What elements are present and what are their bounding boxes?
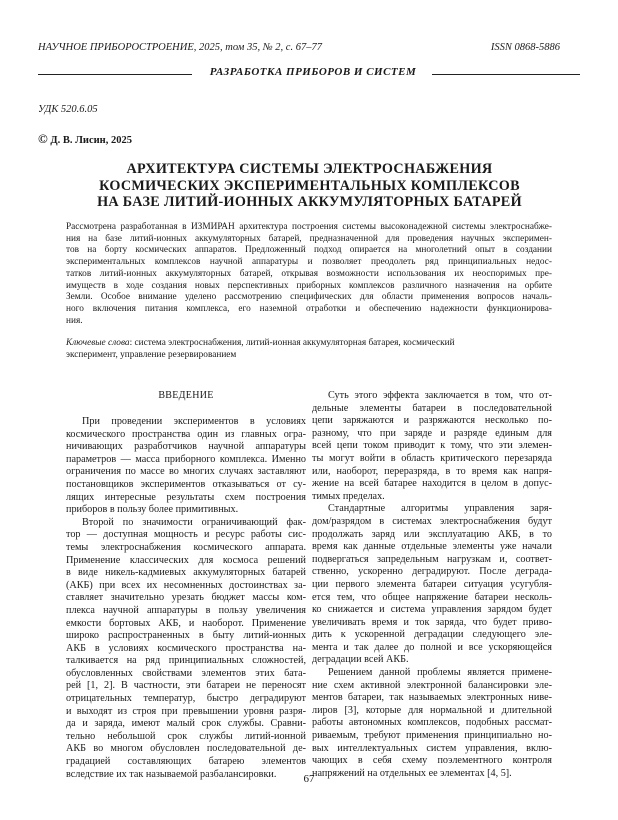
- keywords-text: эксперимент, управление резервированием: [66, 349, 237, 360]
- body-text-line: ние схем активной электронной балансировки эле-: [312, 679, 552, 691]
- abstract-line: ния на базе литий-ионных аккумуляторных батарей, предназначенной для проведения научных эксперимен-: [66, 233, 552, 244]
- body-text-line: цепи заряжаются и разряжаются несколько по-: [312, 415, 552, 427]
- body-text-line: АКБ во многом обусловлен последовательной де-: [66, 743, 306, 755]
- keywords-label: Ключевые слова: [66, 338, 130, 348]
- body-text-line: лящих интересные результаты схем построения: [66, 491, 306, 503]
- body-text-line: да и заряда, имеют малый срок службы. Сравни-: [66, 718, 306, 730]
- body-text-line: лиров [3], которые для нормальной и длительной: [312, 704, 552, 716]
- body-text-line: ко снижается и система управления зарядом будет: [312, 604, 552, 616]
- body-text-line: и выходят из строя при превышении уровня разря-: [66, 705, 306, 717]
- abstract-line: ного включения питания комплекса, его наземной отработки и обеспечению надежности функционирова-: [66, 303, 552, 314]
- body-text-line: деградации всей АКБ.: [312, 654, 409, 666]
- body-text-line: При проведении экспериментов в условиях: [82, 416, 306, 427]
- body-text-line: или, наоборот, переразряда, в то время как напря-: [312, 465, 552, 477]
- body-text-line: отрицательных температур, быстро деградируют: [66, 693, 306, 705]
- body-text-line: Суть этого эффекта заключается в том, что от-: [328, 390, 552, 401]
- author-name: Д. В. Лисин, 2025: [50, 135, 132, 146]
- body-text-line: параметров — масса приборного комплекса. Именно: [66, 453, 306, 465]
- body-text-line: дить к ускоренной деградации следующего эле-: [312, 629, 552, 641]
- body-text-line: космического пространства один из главных огра-: [66, 428, 306, 440]
- body-text-line: всей цепи током приводит к тому, что эти элемен-: [312, 440, 552, 452]
- body-text-line: вследствие их так называемой разбалансировки.: [66, 768, 277, 780]
- udk-code: УДК 520.6.05: [38, 104, 98, 115]
- abstract-line: татков литий-ионных аккумуляторных батарей, открывая возможности использования их неоспоримых пре-: [66, 268, 552, 279]
- body-text-line: емкости бортовых АКБ, и наоборот. Применение: [66, 617, 306, 629]
- body-text-line: тор — доступная мощность и ресурс работы сис-: [66, 529, 306, 541]
- body-text-line: ции первого элемента батареи ситуация усугубля-: [312, 578, 552, 590]
- keywords-text: : система электроснабжения, литий-ионная аккумуляторная батарея, космический: [129, 338, 455, 348]
- article-title: [38, 161, 581, 211]
- body-text-line: вых интеллектуальных систем управления, вклю-: [312, 742, 552, 754]
- body-text-line: плекса научной аппаратуры в пользу увеличения: [66, 604, 306, 616]
- title-line: АРХИТЕКТУРА СИСТЕМЫ ЭЛЕКТРОСНАБЖЕНИЯ: [126, 161, 493, 177]
- body-text-line: мента и так далее до полной и все ускоряющейся: [312, 641, 552, 653]
- abstract-line: экспериментальных комплексов научной аппаратуры и позволяет преодолеть ряд принципиальных недос-: [66, 257, 552, 268]
- abstract-line: ния.: [66, 315, 83, 326]
- abstract-line: имуществ в ходе создания новых перспективных приборных комплексов различного назначения на орбите: [66, 280, 552, 291]
- body-text-line: тельно небольшой срок службы литий-ионной: [66, 730, 306, 742]
- body-text-line: широко распространенных в быту литий-ионных: [66, 630, 306, 642]
- body-text-line: Решением данной проблемы является примене-: [328, 667, 552, 679]
- title-line: КОСМИЧЕСКИХ ЭКСПЕРИМЕНТАЛЬНЫХ КОМПЛЕКСОВ: [99, 177, 520, 194]
- body-text-line: увеличивать время и ток заряда, что будет приво-: [312, 616, 552, 628]
- body-text-line: подвергаться запредельным нагрузкам и, соответ-: [312, 553, 552, 565]
- body-column-left: [66, 416, 306, 781]
- body-text-line: талкивается на ряд принципиальных сложностей,: [66, 655, 306, 667]
- page-number: 67: [303, 773, 315, 785]
- abstract-line: тов на борту космических аппаратов. Предложенный подход опирается на многолетний опыт в создании: [66, 245, 552, 256]
- section-title: РАЗРАБОТКА ПРИБОРОВ И СИСТЕМ: [209, 66, 417, 78]
- body-text-line: продолжать заряд или эксплуатацию АКБ, в то: [312, 528, 552, 540]
- body-text-line: дом/разрядом в системах электроснабжения будут: [312, 515, 552, 527]
- body-text-line: Применение классических для космоса решений: [66, 554, 306, 566]
- body-text-line: тимых пределах.: [312, 490, 385, 502]
- body-text-line: (АКБ) при всех их несомненных достоинствах за-: [66, 579, 306, 591]
- body-text-line: жение на всей батарее находится в целом в допус-: [312, 478, 552, 490]
- copyright-icon: ©: [38, 131, 48, 146]
- body-text-line: приборов в пользу более примитивных.: [66, 504, 239, 516]
- body-text-line: ты могут войти в область критического перезаряда: [312, 452, 552, 464]
- body-text-line: обусловленных свойствами элементов этих бата-: [66, 667, 306, 679]
- abstract-line: Земли. Особое внимание уделено рассмотрению специфических для области применения вопросов началь-: [66, 292, 552, 303]
- keywords: [66, 338, 552, 361]
- abstract-line: Рассмотрена разработанная в ИЗМИРАН архитектура построения системы высоконадежной системы электроснабже-: [66, 222, 552, 232]
- body-text-line: постановщиков экспериментов отказываться от су-: [66, 478, 306, 490]
- body-text-line: темы электроснабжения космического аппарата.: [66, 541, 306, 553]
- body-text-line: градацией составляющих батарею элементов: [66, 756, 306, 768]
- journal-citation: НАУЧНОЕ ПРИБОРОСТРОЕНИЕ, 2025, том 35, № 2, с. 67–77: [38, 42, 322, 53]
- body-text-line: чающих в себя схему поэлементного контроля: [312, 755, 552, 767]
- author-line: [38, 131, 132, 147]
- body-text-line: время как данные отдельные элементы уже начали: [312, 541, 552, 553]
- body-text-line: Второй по значимости ограничивающий фак-: [82, 516, 306, 528]
- body-text-line: ственно, ускоренно деградируют. После деграда-: [312, 566, 552, 578]
- body-text-line: ограничения по массе во многих случаях заставляют: [66, 466, 306, 478]
- body-text-line: напряжений на отдельных ее элементах [4, 5].: [312, 767, 512, 779]
- section-rule-right: [432, 74, 580, 75]
- body-text-line: работы автономных комплексов, подобных рассмат-: [312, 717, 552, 729]
- body-text-line: разному, что при заряде и разряде единым для: [312, 427, 552, 439]
- body-text-line: рей [1, 2]. В частности, эти батареи не переносят: [66, 680, 306, 692]
- body-text-line: ставляет значительно урезать бюджет массы ком-: [66, 592, 306, 604]
- section-heading-introduction: ВВЕДЕНИЕ: [158, 390, 214, 401]
- body-text-line: в виде никель-кадмиевых аккумуляторных батарей: [66, 567, 306, 579]
- abstract: [66, 222, 552, 327]
- title-line: НА БАЗЕ ЛИТИЙ-ИОННЫХ АККУМУЛЯТОРНЫХ БАТАРЕЙ: [97, 194, 522, 210]
- issn: ISSN 0868-5886: [490, 42, 560, 53]
- body-text-line: Стандартные алгоритмы управления заря-: [328, 503, 552, 515]
- body-text-line: риваемым, требуют применения принципиально но-: [312, 730, 552, 742]
- body-text-line: ментов батареи, так называемых электронных ниве-: [312, 692, 552, 704]
- body-text-line: АКБ в условиях космического пространства на-: [66, 642, 306, 654]
- body-column-right: [312, 390, 552, 780]
- body-text-line: ничивающих разработчиков научной аппаратуры: [66, 441, 306, 453]
- section-rule-left: [38, 74, 192, 75]
- body-text-line: ется тем, что общее напряжение батареи несколь-: [312, 591, 552, 603]
- body-text-line: дельные элементы батареи в последовательной: [312, 402, 552, 414]
